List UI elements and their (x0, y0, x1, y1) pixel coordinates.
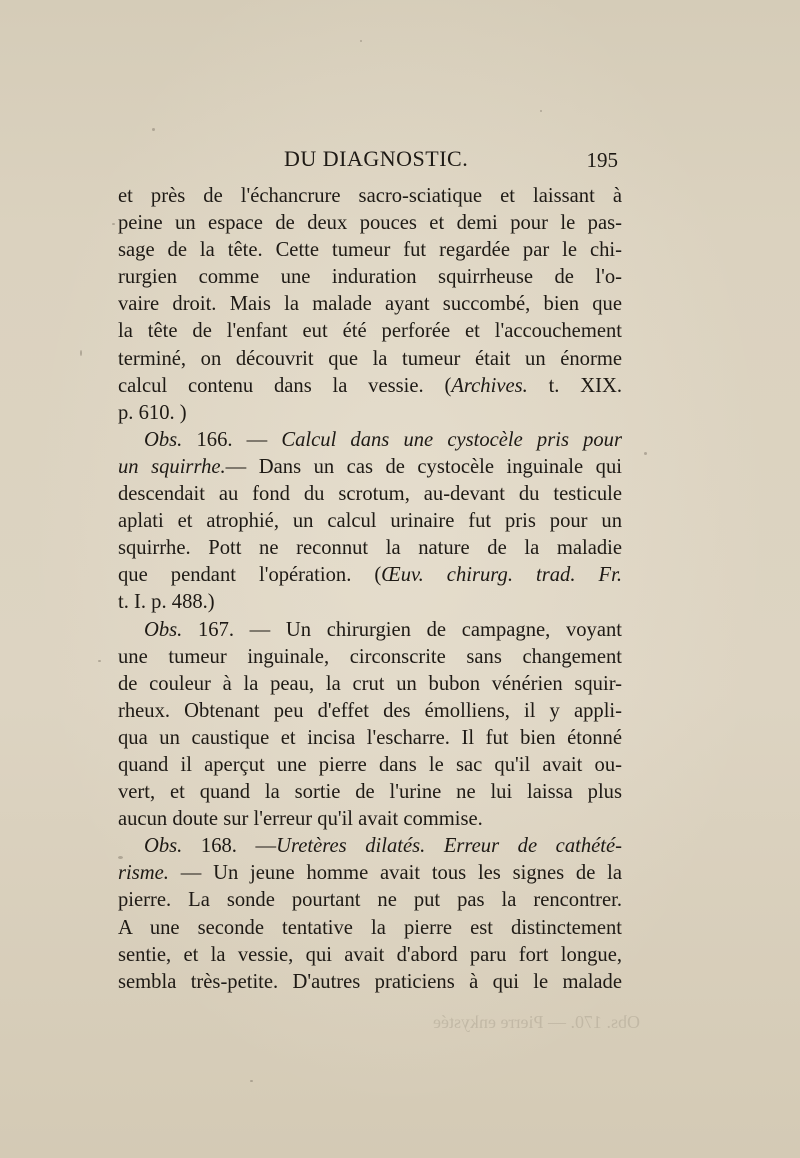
obs-title: Uretères dilatés. Erreur de cathété- (276, 835, 622, 858)
text-line (118, 562, 622, 589)
obs-title: un squirrhe. (118, 455, 226, 478)
text-line: rurgien comme une induration squirrheuse de l'o- (118, 266, 622, 289)
paper-speck (80, 350, 82, 356)
text-line (118, 454, 622, 481)
obs-number: 168. — (182, 835, 277, 858)
text-line: vert, et quand la sortie de l'urine ne lui laissa plus (118, 781, 622, 804)
paper-speck (644, 452, 647, 455)
text-segment: calcul contenu dans la vessie. ( (118, 374, 452, 397)
obs-heading-line (118, 427, 622, 454)
text-line: p. 610. ) (118, 401, 187, 424)
page-header (118, 146, 622, 176)
obs-label: Obs. (144, 835, 183, 858)
body-text (118, 183, 622, 996)
text-line: une tumeur inguinale, circonscrite sans changement (118, 645, 622, 668)
page-number: 195 (586, 148, 618, 172)
obs-title: Calcul dans une cystocèle pris pour (281, 428, 622, 451)
show-through-text: Obs. 170. — Pierre enkystée (433, 1012, 640, 1032)
text-line: de couleur à la peau, la crut un bubon vénérien squir- (118, 672, 622, 695)
text-line: A une seconde tentative la pierre est distinctement (118, 916, 622, 939)
citation: Archives. (451, 374, 528, 397)
running-title: DU DIAGNOSTIC. (284, 146, 469, 171)
text-line: sentie, et la vessie, qui avait d'abord paru fort longue, (118, 943, 622, 966)
obs-number: 166. — (182, 428, 282, 451)
text-line: et près de l'échancrure sacro-sciatique et laissant à (118, 185, 622, 207)
text-line: quand il aperçut une pierre dans le sac qu'il avait ou- (118, 753, 622, 776)
obs-label: Obs. (144, 428, 183, 451)
text-segment: que pendant l'opération. ( (118, 564, 382, 587)
obs-label: Obs. (144, 618, 183, 641)
paper-speck (250, 1080, 253, 1082)
paper-speck (152, 128, 155, 131)
text-line: peine un espace de deux pouces et demi pour le pas- (118, 212, 622, 235)
text-line: terminé, on découvrit que la tumeur était un énorme (118, 347, 622, 370)
obs-heading-line (118, 617, 622, 644)
citation: Œuv. chirurg. trad. Fr. (381, 564, 622, 587)
text-line: aucun doute sur l'erreur qu'il avait commise. (118, 808, 483, 831)
paper-speck (540, 110, 542, 112)
text-segment: — Dans un cas de cystocèle inguinale qui (225, 455, 622, 478)
text-line: descendait au fond du scrotum, au-devant du testicule (118, 483, 622, 506)
text-line (118, 373, 622, 400)
text-segment: — Un jeune homme avait tous les signes de la (168, 862, 622, 885)
paper-speck (360, 40, 362, 42)
citation-tail: t. XIX. (527, 374, 622, 397)
text-line: vaire droit. Mais la malade ayant succombé, bien que (118, 293, 622, 316)
text-segment: 167. — Un chirurgien de campagne, voyant (182, 618, 622, 641)
paper-speck (98, 660, 101, 662)
text-line: squirrhe. Pott ne reconnut la nature de la maladie (118, 537, 622, 560)
text-line: sembla très-petite. D'autres praticiens à qui le malade (118, 970, 622, 993)
obs-heading-line (118, 833, 622, 860)
text-line: la tête de l'enfant eut été perforée et l'accouchement (118, 320, 622, 343)
text-line: rheux. Obtenant peu d'effet des émolliens, il y appli- (118, 699, 622, 722)
text-line (118, 860, 622, 887)
text-line: qua un caustique et incisa l'escharre. Il fut bien étonné (118, 726, 622, 749)
obs-title: risme. (118, 862, 169, 885)
text-line: t. I. p. 488.) (118, 591, 215, 614)
text-line: aplati et atrophié, un calcul urinaire fut pris pour un (118, 510, 622, 533)
text-line: pierre. La sonde pourtant ne put pas la rencontrer. (118, 889, 622, 912)
paper-speck (112, 223, 115, 225)
text-line: sage de la tête. Cette tumeur fut regardée par le chi- (118, 239, 622, 262)
